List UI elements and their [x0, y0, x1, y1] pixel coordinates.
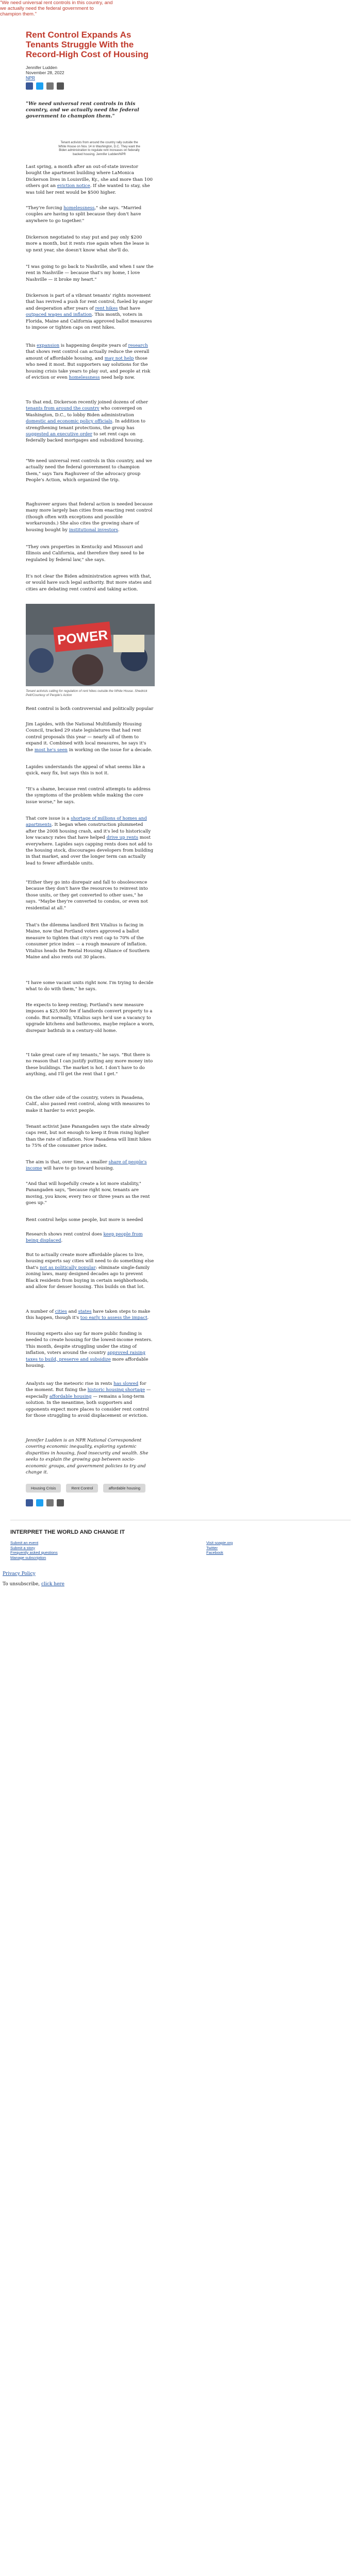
institutional-investors-link[interactable]: institutional investors: [69, 527, 118, 533]
preheader-banner: [0, 0, 113, 25]
faq-link[interactable]: Frequently asked questions: [10, 1550, 58, 1555]
tag-list: [26, 1484, 145, 1493]
body-paragraph: "Either they go into disrepair and fall to obsolescence because they don't have the resources to reinvest into those units, or they get converted to other uses," he says. "Maybe they're converted to condos, or even not residential at all.": [26, 880, 148, 911]
body-paragraph: He expects to keep renting; Portland's new measure imposes a $25,000 fee if landlords convert property to a condo. But normally, Vitalius says he'd use a vacancy to upgrade kitchens and bathrooms, maybe replace a worn, disrepair bathtub in a century-old home.: [26, 1003, 154, 1033]
shortage-link[interactable]: shortage of millions of homes and apartments: [26, 816, 147, 828]
link-icon[interactable]: [57, 82, 64, 90]
body-paragraph: To that end, Dickerson recently joined dozens of other tenants from around the country who converged on Washington, D.C., to lobby Biden administration domestic and economic policy officials. In addition to strengthening tenant protections, the group has suggested an executive order to set rent caps on federally backed mortgages and subsidized housing.: [26, 400, 148, 444]
manage-subscription-link[interactable]: Manage subscription: [10, 1555, 46, 1560]
body-paragraph: "They're forcing homelessness," she says. "Married couples are having to split because they don't have anywhere to go together.": [26, 206, 142, 224]
author-name: Jennifer Ludden: [26, 65, 57, 70]
historic-shortage-link[interactable]: historic housing shortage: [87, 1387, 145, 1393]
body-paragraph: "They own properties in Kentucky and Missouri and Illinois and California, and therefore they need to be regulated by federal law," she says.: [26, 545, 144, 563]
visit-site-link[interactable]: Visit soapie.org: [206, 1540, 233, 1545]
facebook-link[interactable]: Facebook: [206, 1550, 223, 1555]
body-paragraph: Dickerson negotiated to stay put and pay only $200 more a month, but it rents rise again when the lease is up next year, she doesn't know what she'll do.: [26, 235, 150, 253]
tag-affordable-housing[interactable]: affordable housing: [103, 1484, 145, 1493]
eviction-link[interactable]: eviction notice: [57, 183, 90, 189]
body-paragraph: Tenant activist Jane Panangaden says the state already caps rent, but not enough to keep it from rising higher than the rate of inflation. Now Pasadena will limit hikes to 75% of the consumer price index.: [26, 1124, 151, 1149]
share-bar: [26, 82, 64, 90]
facebook-icon[interactable]: [26, 1499, 33, 1506]
body-paragraph: "I take great care of my tenants," he says. "But there is no reason that I can justify putting any more money into these buildings. The market is hot. I don't have to do anything, and I'll get the rent that I get.": [26, 1053, 153, 1077]
author-bio-text: Jennifer Ludden is an NPR National Correspondent covering economic inequality, exploring systemic disparities in housing, food insecurity and wealth. She seeks to explain the growing gap between socio-economic groups, and government policies to try and change it.: [26, 1438, 149, 1476]
body-paragraph: That's the dilemma landlord Brit Vitalius is facing in Maine, now that Portland voters approved a ballot measure to tighten that city's rent cap to 70% of the consumer price index — a rough measure of inflation. Vitalius heads the Rental Housing Alliance of Southern Maine and also rents out 30 places.: [26, 923, 150, 960]
policy-officials-link[interactable]: domestic and economic policy officials: [26, 419, 112, 425]
figure-1-caption: Tenant activists from around the country rally outside the White House on Nov. 14 in Washington, D.C. They want the Biden administration to regulate rent increases on federally backed housing. Jennifer Ludden/NPR: [57, 141, 142, 157]
email-icon[interactable]: [46, 1499, 54, 1506]
body-paragraph: Jim Lapides, with the National Multifamily Housing Council, tracked 29 state legislatures that had rent control proposals this year — nearly all of them to expand it. Combined with local measures, he says it's the most he's seen in working on the issue for a decade.: [26, 722, 153, 753]
photo-sign-text: POWER: [56, 626, 109, 648]
footer-links-right: [206, 1540, 233, 1555]
rally-photo-svg: [26, 604, 155, 686]
footer-links-left: [10, 1540, 58, 1560]
body-paragraph: Research shows rent control does keep people from being displaced.: [26, 1232, 143, 1244]
body-paragraph: "And that will hopefully create a lot more stability," Panangaden says, "because right now, tenants are moving, you know, every two or three years as the rent goes up.": [26, 1181, 150, 1206]
drive-up-rents-link[interactable]: drive up rents: [106, 835, 138, 841]
body-paragraph: It's not clear the Biden administration agrees with that, or would have such legal authority. But more states and cities are debating rent control and taking action.: [26, 574, 152, 592]
rally-photo: [26, 604, 155, 686]
unsubscribe-link[interactable]: click here: [41, 1582, 64, 1587]
expansion-link[interactable]: expansion: [37, 343, 60, 348]
body-paragraph: But to actually create more affordable places to live, housing experts say cities will need to do something else that's not as politically popular: eliminate single-family zoning laws, many designed decades ago to prevent Black residents from buying in certain neighborhoods, and allow for denser housing. This builds on that lot.: [26, 1252, 154, 1290]
pull-quote: "We need universal rent controls in this country, and we actually need the federal government to champion them.": [26, 101, 139, 119]
outpaced-wages-link[interactable]: outpaced wages and inflation: [26, 312, 92, 318]
executive-order-link[interactable]: suggested an executive order: [26, 432, 92, 437]
publish-date: November 28, 2022: [26, 70, 64, 75]
cities-link[interactable]: cities: [55, 1309, 67, 1314]
email-icon[interactable]: [46, 82, 54, 90]
body-paragraph: Last spring, a month after an out-of-state investor bought the apartment building where LaMonica Dickerson lives in Louisville, Ky., she and more than 100 others got an eviction notice. If she wanted to stay, she was told her rent would be $500 higher.: [26, 164, 153, 195]
body-paragraph: That core issue is a shortage of millions of homes and apartments. It began when construction plummeted after the 2008 housing crash, and it's led to historically low vacancy rates that have helped drive up rents most everywhere. Lapides says capping rents does not add to the housing stock, discourages developers from building in that market, and over the longer term can actually lead to fewer affordable units.: [26, 816, 154, 866]
rent-hikes-link[interactable]: rent hikes: [95, 306, 118, 311]
homelessness-link[interactable]: homelessness: [63, 206, 95, 211]
body-paragraph: "I was going to go back to Nashville, and when I saw the rent in Nashville — because that's my home, I love Nashville — it broke my heart.": [26, 264, 154, 282]
twitter-icon[interactable]: [36, 1499, 43, 1506]
share-income-link[interactable]: share of people's income: [26, 1160, 147, 1172]
article-title: Rent Control Expands As Tenants Struggle With the Record-High Cost of Housing: [26, 30, 149, 59]
states-link[interactable]: states: [78, 1309, 92, 1314]
body-paragraph: Lapides understands the appeal of what seems like a quick, easy fix, but says this is not it.: [26, 765, 145, 776]
footer-heading: INTERPRET THE WORLD AND CHANGE IT: [10, 1529, 125, 1535]
preheader-text: "We need universal rent controls in this country, and we actually need the federal government to champion them.": [0, 0, 113, 17]
privacy-policy-link[interactable]: Privacy Policy: [3, 1571, 36, 1577]
facebook-icon[interactable]: [26, 82, 33, 90]
submit-story-link[interactable]: Submit a story: [10, 1545, 35, 1550]
body-paragraph: Raghuveer argues that federal action is needed because many more largely ban cities from enacting rent control (though often with exceptions and possible workarounds.) She also cites the growing share of housing bought by institutional investors.: [26, 502, 153, 533]
too-early-link[interactable]: too early to assess the impact: [80, 1315, 147, 1321]
affordable-housing-link[interactable]: affordable housing: [49, 1394, 92, 1399]
photo-caption: Tenant activists calling for regulation of rent hikes outside the White House. Shedrick Pelt/Courtesy of People's Action: [26, 689, 147, 697]
section-heading-2: Rent control helps some people, but more is needed: [26, 1217, 143, 1223]
body-paragraph: "I have some vacant units right now. I'm trying to decide what to do with them," he says.: [26, 980, 154, 992]
research-link[interactable]: research: [128, 343, 148, 348]
body-paragraph: Housing experts also say far more public funding is needed to create housing for the lowest-income renters. This month, despite struggling under the sting of inflation, voters around the country approved raising taxes to build, preserve and subsidize more affordable housing.: [26, 1331, 153, 1369]
section-heading: Rent control is both controversial and politically popular: [26, 706, 154, 711]
author-bio: [26, 1437, 155, 1476]
tenants-link[interactable]: tenants from around the country: [26, 406, 100, 412]
body-paragraph: On the other side of the country, voters in Pasadena, Calif., also passed rent control, along with measures to make it harder to evict people.: [26, 1095, 150, 1113]
has-slowed-link[interactable]: has slowed: [113, 1381, 139, 1386]
unsubscribe-text: To unsubscribe,: [3, 1582, 42, 1587]
body-paragraph: A number of cities and states have taken steps to make this happen, though it's too early to assess the impact.: [26, 1309, 151, 1321]
raising-taxes-link[interactable]: approved raising taxes to build, preserve and subsidize: [26, 1350, 145, 1362]
body-paragraph: Dickerson is part of a vibrant tenants' rights movement that has revived a push for rent control, fueled by anger and desperation after years of rent hikes that have outpaced wages and inflation. This month, voters in Florida, Maine and California approved ballot measures to impose or tighten caps on rent hikes.: [26, 293, 153, 331]
body-paragraph: "We need universal rent controls in this country, and we actually need the federal government to champion them," says Tara Raghuveer of the advocacy group People's Action, which organized the trip.: [26, 459, 152, 483]
submit-event-link[interactable]: Submit an event: [10, 1540, 39, 1545]
keep-people-link[interactable]: keep people from being displaced: [26, 1232, 143, 1244]
twitter-icon[interactable]: [36, 82, 43, 90]
body-paragraph: Analysts say the meteoric rise in rents has slowed for the moment. But fixing the historic housing shortage — especially affordable housing — remains a long-term solution. In the meantime, both supporters and opponents expect more places to consider rent control for those struggling to avoid displacement or eviction.: [26, 1381, 151, 1419]
link-icon[interactable]: [57, 1499, 64, 1506]
homelessness-link-2[interactable]: homelessness: [69, 375, 100, 381]
not-popular-link[interactable]: not as politically popular: [40, 1265, 96, 1270]
tag-housing-crisis[interactable]: Housing Crisis: [26, 1484, 61, 1493]
source-link[interactable]: NPR: [26, 75, 35, 80]
body-paragraph: The aim is that, over time, a smaller share of people's income will have to go toward housing.: [26, 1160, 147, 1172]
most-seen-link[interactable]: most he's seen: [34, 747, 68, 753]
twitter-link[interactable]: Twitter: [206, 1545, 218, 1550]
body-paragraph: This expansion is happening despite years of research that shows rent control can actually reduce the overall amount of affordable housing, and may not help those who need it most. But supporters say solutions for the housing crisis take years to play out, and people at risk of eviction or even homelessness need help now.: [26, 343, 151, 381]
may-not-help-link[interactable]: may not help: [104, 355, 134, 361]
article-byline: [26, 65, 155, 80]
tag-rent-control[interactable]: Rent Control: [66, 1484, 98, 1493]
share-bar-bottom: [26, 1499, 64, 1506]
unsubscribe-line: [3, 1582, 64, 1587]
body-paragraph: "It's a shame, because rent control attempts to address the symptoms of the problem while making the core issue worse," he says.: [26, 787, 151, 805]
